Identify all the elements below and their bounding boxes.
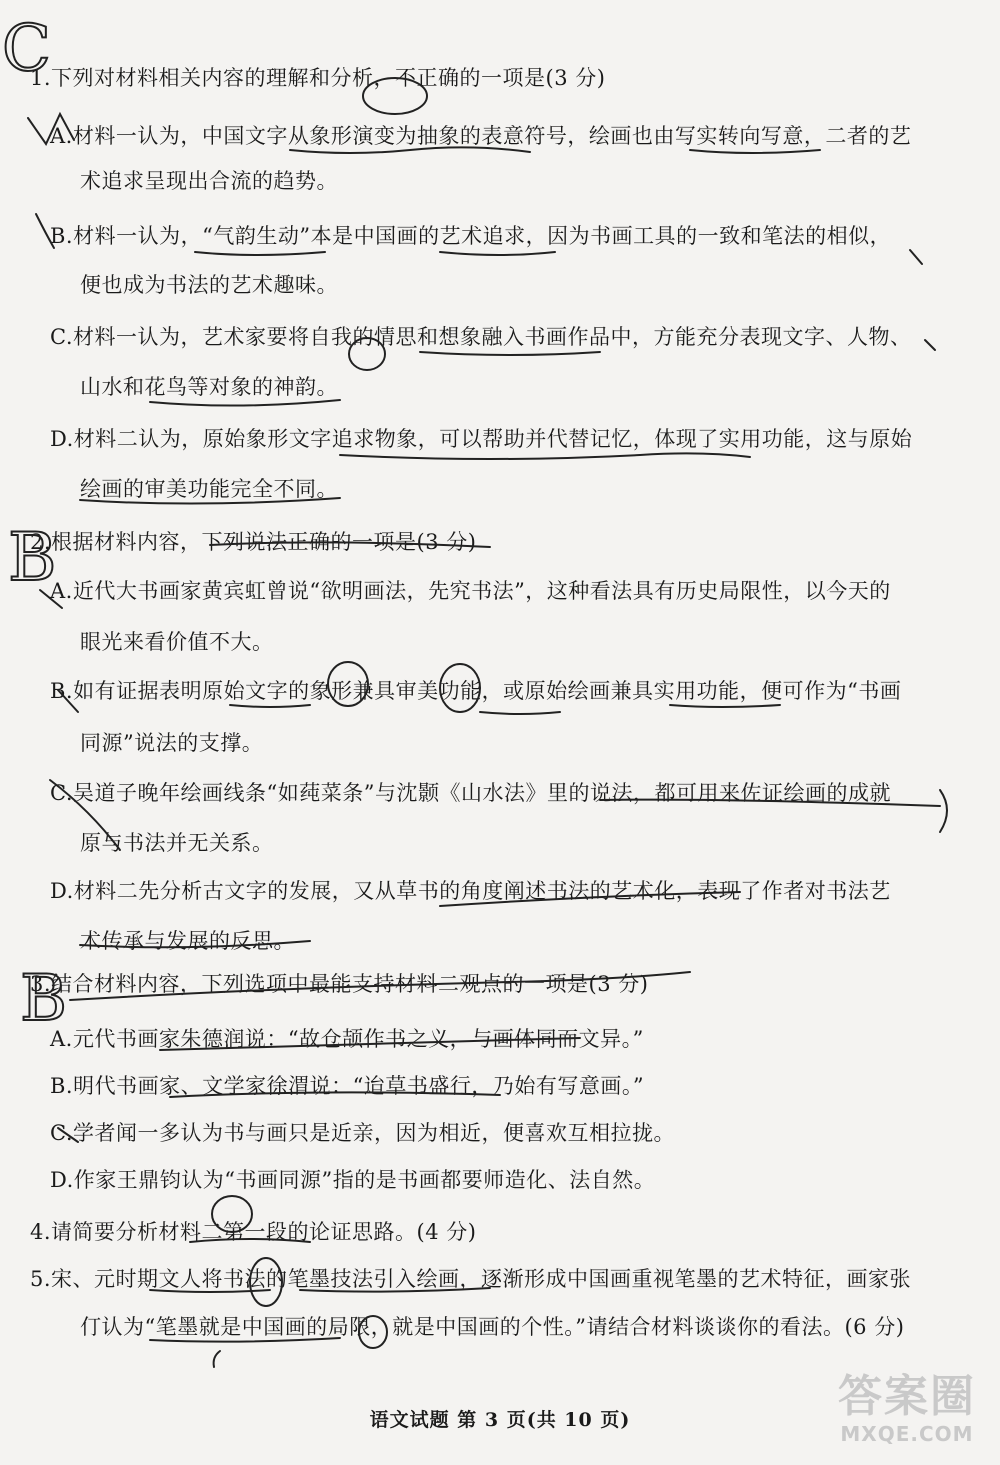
q2-option-d-line2: 术传承与发展的反思。 [80, 929, 295, 953]
pen-underline [195, 252, 325, 255]
q1-option-a-line1: A.材料一认为，中国文字从象形演变为抽象的表意符号，绘画也由写实转向写意，二者的艺 [50, 124, 912, 148]
q1-option-b-line1: B.材料一认为，“气韵生动”本是中国画的艺术追求，因为书画工具的一致和笔法的相似， [50, 224, 892, 248]
question-3-stem: 3.结合材料内容，下列选项中最能支持材料二观点的一项是(3 分) [30, 972, 649, 996]
handwritten-answer-3: B [20, 962, 68, 1036]
q3-option-c: C.学者闻一多认为书与画只是近亲，因为相近，便喜欢互相拉拢。 [50, 1121, 675, 1145]
pen-underline [480, 712, 560, 714]
pen-underline [340, 453, 750, 459]
q1-option-d-line2: 绘画的审美功能完全不同。 [80, 477, 338, 501]
q3-option-d: D.作家王鼎钧认为“书画同源”指的是书画都要师造化、法自然。 [50, 1168, 656, 1192]
watermark-logo [832, 1372, 982, 1456]
q3-option-a: A.元代书画家朱德润说：“故仓颉作书之义，与画体同而文异。” [50, 1027, 644, 1051]
question-4: 4.请简要分析材料二第一段的论证思路。(4 分) [30, 1220, 477, 1244]
handwritten-answer-1: C [2, 12, 51, 86]
handwritten-answer-2: B [8, 519, 57, 596]
question-2-stem: 2.根据材料内容，下列说法正确的一项是(3 分) [30, 530, 477, 554]
pen-tick [214, 1351, 220, 1367]
q2-option-b-line2: 同源”说法的支撑。 [80, 731, 264, 755]
question-1-stem: 1.下列对材料相关内容的理解和分析，不正确的一项是(3 分) [30, 66, 606, 90]
watermark-title: 答案圈 [838, 1371, 976, 1422]
q2-option-b-line1: B.如有证据表明原始文字的象形兼具审美功能，或原始绘画兼具实用功能，便可作为“书画 [50, 679, 902, 703]
q1-option-b-line2: 便也成为书法的艺术趣味。 [80, 273, 338, 297]
q1-option-a-line2: 术追求呈现出合流的趋势。 [80, 169, 338, 193]
q1-option-c-line1: C.材料一认为，艺术家要将自我的情思和想象融入书画作品中，方能充分表现文字、人物、 [50, 325, 912, 349]
q2-option-c-line1: C.吴道子晚年绘画线条“如莼菜条”与沈颢《山水法》里的说法，都可用来佐证绘画的成就 [50, 781, 891, 805]
q2-option-c-line2: 原与书法并无关系。 [80, 831, 274, 855]
question-5-line1: 5.宋、元时期文人将书法的笔墨技法引入绘画，逐渐形成中国画重视笔墨的艺术特征，画家张 [30, 1267, 912, 1291]
q2-option-a-line2: 眼光来看价值不大。 [80, 630, 274, 654]
question-5-line2: 仃认为“笔墨就是中国画的局限，就是中国画的个性。”请结合材料谈谈你的看法。(6 分) [80, 1315, 905, 1339]
q2-option-a-line1: A.近代大书画家黄宾虹曾说“欲明画法，先究书法”，这种看法具有历史局限性，以今天的 [50, 579, 891, 603]
pen-underline [440, 252, 555, 255]
page-footer: 语文试题 第 3 页(共 10 页) [369, 1409, 631, 1431]
q2-option-d-line1: D.材料二先分析古文字的发展，又从草书的角度阐述书法的艺术化，表现了作者对书法艺 [50, 879, 891, 903]
q1-option-d-line1: D.材料二认为，原始象形文字追求物象，可以帮助并代替记忆，体现了实用功能，这与原始 [50, 427, 913, 451]
pen-underline [420, 352, 600, 355]
q3-option-b: B.明代书画家、文学家徐渭说：“迨草书盛行，乃始有写意画。” [50, 1074, 645, 1098]
pen-slash [925, 340, 935, 350]
pen-slash [910, 250, 922, 264]
pen-bracket [940, 790, 947, 832]
watermark-url: MXQE.COM [840, 1422, 974, 1446]
q1-option-c-line2: 山水和花鸟等对象的神韵。 [80, 375, 338, 399]
